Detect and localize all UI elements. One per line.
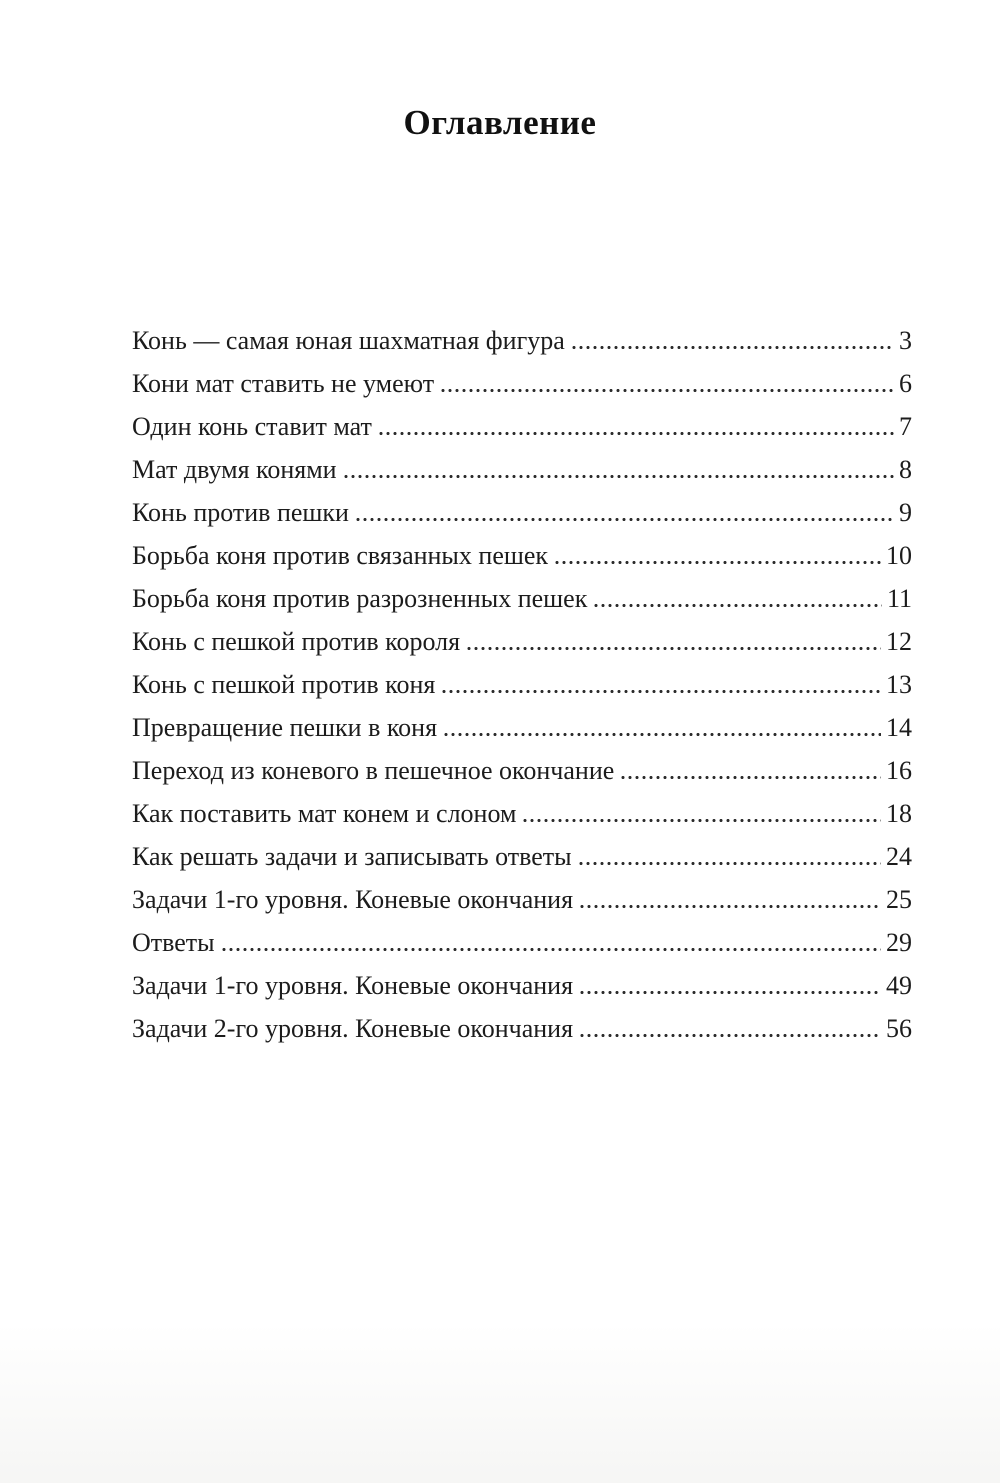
toc-entry-label: Конь против пешки: [132, 498, 349, 527]
toc-entry: [132, 362, 912, 405]
toc-entry: [132, 405, 912, 448]
toc-entry: [132, 835, 912, 878]
toc-entry: [132, 319, 912, 362]
dot-leader: [467, 647, 881, 650]
dot-leader: [442, 690, 881, 693]
toc-entry-page-number: 11: [886, 584, 912, 613]
toc-entry-label: Один конь ставит мат: [132, 412, 372, 441]
toc-entry-label: Конь с пешкой против короля: [132, 627, 461, 656]
toc-entry-page-number: 49: [886, 971, 912, 1000]
toc-entry-page-number: 8: [899, 455, 912, 484]
toc-entry: [132, 921, 912, 964]
toc-entry-page-number: 24: [886, 842, 912, 871]
toc-entry: [132, 964, 912, 1007]
toc-entry-page-number: 6: [899, 369, 912, 398]
toc-entry: [132, 706, 912, 749]
dot-leader: [621, 776, 881, 779]
dot-leader: [379, 432, 894, 435]
toc-entry: [132, 448, 912, 491]
toc-entry-label: Задачи 2-го уровня. Коневые окончания: [132, 1014, 574, 1043]
toc-entry-label: Мат двумя конями: [132, 455, 337, 484]
toc-entry-page-number: 56: [886, 1014, 912, 1043]
dot-leader: [572, 346, 894, 349]
toc-entry-page-number: 9: [899, 498, 912, 527]
toc-entry-label: Задачи 1-го уровня. Коневые окончания: [132, 885, 574, 914]
dot-leader: [579, 862, 881, 865]
toc-entry: [132, 491, 912, 534]
toc-entry-label: Конь с пешкой против коня: [132, 670, 436, 699]
toc-entry-label: Как решать задачи и записывать ответы: [132, 842, 572, 871]
toc-entry-label: Переход из коневого в пешечное окончание: [132, 756, 615, 785]
dot-leader: [580, 905, 881, 908]
toc-entry: [132, 1007, 912, 1050]
toc-entry: [132, 878, 912, 921]
toc-entry: [132, 620, 912, 663]
toc-entry-label: Борьба коня против разрозненных пешек: [132, 584, 588, 613]
dot-leader: [356, 518, 894, 521]
toc-entry-label: Борьба коня против связанных пешек: [132, 541, 549, 570]
dot-leader: [344, 475, 894, 478]
toc-entry: [132, 534, 912, 577]
toc-entry: [132, 663, 912, 706]
dot-leader: [222, 948, 881, 951]
dot-leader: [580, 1034, 881, 1037]
toc-entry: [132, 749, 912, 792]
toc-entry: [132, 577, 912, 620]
dot-leader: [441, 389, 894, 392]
toc-entry-page-number: 14: [886, 713, 912, 742]
toc-entry-label: Задачи 1-го уровня. Коневые окончания: [132, 971, 574, 1000]
toc-entry-page-number: 3: [899, 326, 912, 355]
toc-list: [0, 319, 1000, 1050]
toc-entry-label: Кони мат ставить не умеют: [132, 369, 435, 398]
toc-entry-page-number: 29: [886, 928, 912, 957]
page-bottom-shade: [0, 1323, 1000, 1483]
toc-entry-page-number: 25: [886, 885, 912, 914]
toc-entry-label: Ответы: [132, 928, 215, 957]
dot-leader: [594, 604, 882, 607]
dot-leader: [580, 991, 881, 994]
toc-entry-label: Конь — самая юная шахматная фигура: [132, 326, 565, 355]
toc-entry-page-number: 12: [886, 627, 912, 656]
dot-leader: [444, 733, 881, 736]
toc-entry-page-number: 7: [899, 412, 912, 441]
toc-entry-page-number: 18: [886, 799, 912, 828]
toc-entry-page-number: 10: [886, 541, 912, 570]
page-title: Оглавление: [403, 103, 597, 142]
toc-entry: [132, 792, 912, 835]
toc-entry-page-number: 13: [886, 670, 912, 699]
toc-entry-page-number: 16: [886, 756, 912, 785]
dot-leader: [555, 561, 881, 564]
dot-leader: [523, 819, 881, 822]
toc-entry-label: Превращение пешки в коня: [132, 713, 438, 742]
toc-entry-label: Как поставить мат конем и слоном: [132, 799, 517, 828]
